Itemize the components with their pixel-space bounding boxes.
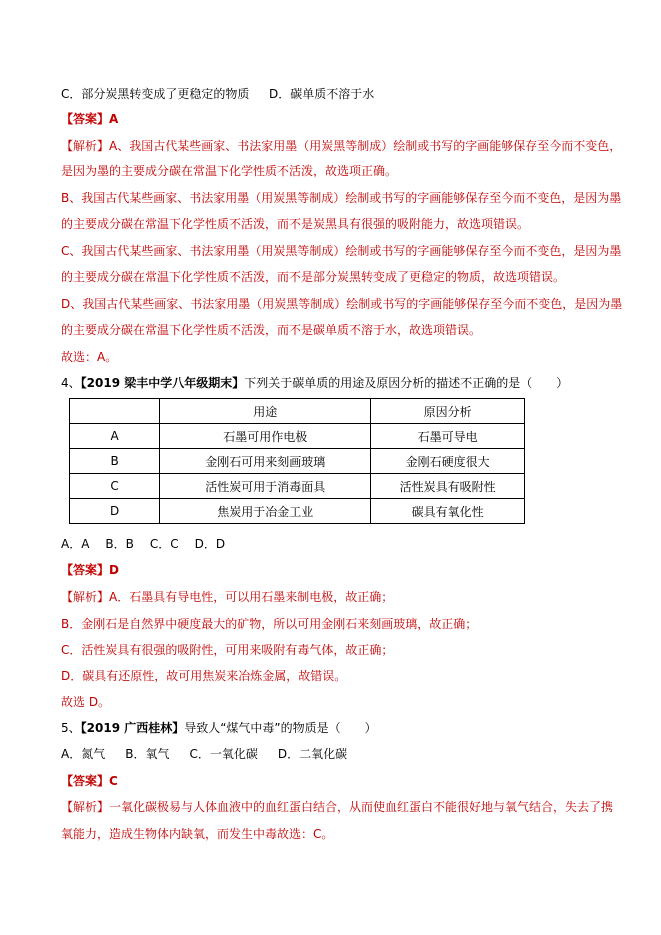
q4-number: 4、 [61,376,81,390]
table-cell: 石墨可导电 [371,424,525,449]
table-cell: 碳具有氧化性 [371,499,525,524]
table-cell: 金刚石可用来刻画玻璃 [160,449,371,474]
q4-option-a: A．A [61,537,90,551]
table-header-row [70,399,525,424]
table-row [70,474,525,499]
q3-analysis-line: D、我国古代某些画家、书法家用墨（用炭黑等制成）绘制或书写的字画能够保存至今而不变色，是因为墨 [61,297,623,311]
q5-stem: 导致人“煤气中毒”的物质是（ ） [184,721,377,735]
q3-answer: 【答案】A [61,112,119,126]
q5-option-a: A．氮气 [61,747,106,761]
q4-option-d: D．D [194,537,226,551]
q4-options [61,536,241,552]
table-row [70,499,525,524]
q3-conclusion: 故选：A。 [61,350,118,364]
table-header-cell: 用途 [160,399,371,424]
table-row [70,449,525,474]
q3-analysis-line: 【解析】A、我国古代某些画家、书法家用墨（用炭黑等制成）绘制或书写的字画能够保存至今而不变色， [61,139,622,153]
table-cell: D [70,499,160,524]
q3-analysis-line: 是因为墨的主要成分碳在常温下化学性质不活泼，故选项正确。 [61,164,398,178]
q5-stem-line [61,720,377,736]
q3-analysis-line: C、我国古代某些画家、书法家用墨（用炭黑等制成）绘制或书写的字画能够保存至今而不变色，是因为墨 [61,244,622,258]
table-row [70,424,525,449]
table-header-cell: 原因分析 [371,399,525,424]
q4-analysis-line: D．碳具有还原性，故可用焦炭来冶炼金属，故错误。 [61,669,347,683]
q5-option-d: D．二氧化碳 [277,747,348,761]
q3-option-c: C．部分炭黑转变成了更稳定的物质 [61,87,250,101]
table-cell: C [70,474,160,499]
q4-table [69,398,525,524]
q3-analysis-line: 的主要成分碳在常温下化学性质不活泼，而不是部分炭黑转变成了更稳定的物质，故选项错误。 [61,270,566,284]
q4-source: 【2019 梁丰中学八年级期末】 [80,376,245,390]
q4-stem-line [61,375,568,391]
q5-option-b: B．氧气 [125,747,170,761]
table-cell: B [70,449,160,474]
q5-options [61,746,367,762]
q4-option-b: B．B [105,537,134,551]
q5-analysis-line: 氧能力，造成生物体内缺氧，而发生中毒故选：C。 [61,827,334,841]
table-cell: A [70,424,160,449]
q4-stem: 下列关于碳单质的用途及原因分析的描述不正确的是（ ） [244,376,569,390]
table-cell: 焦炭用于冶金工业 [160,499,371,524]
q4-answer: 【答案】D [61,563,119,577]
q4-analysis-line: C．活性炭具有很强的吸附性，可用来吸附有毒气体，故正确； [61,643,394,657]
table-cell: 金刚石硬度很大 [371,449,525,474]
table-cell: 石墨可用作电极 [160,424,371,449]
q3-option-d: D．碳单质不溶于水 [269,87,375,101]
q3-options-line [61,86,374,102]
q5-answer: 【答案】C [61,774,118,788]
q4-option-c: C．C [149,537,179,551]
q5-option-c: C．一氧化碳 [189,747,258,761]
table-header-cell [70,399,160,424]
q4-analysis-line: 【解析】A．石墨具有导电性，可以用石墨来制电极，故正确； [61,590,394,604]
q5-source: 【2019 广西桂林】 [80,721,185,735]
q5-number: 5、 [61,721,81,735]
q4-conclusion: 故选 D。 [61,695,111,709]
q4-analysis-line: B．金刚石是自然界中硬度最大的矿物，所以可用金刚石来刻画玻璃，故正确； [61,617,478,631]
q5-analysis-line: 【解析】一氧化碳极易与人体血液中的血红蛋白结合，从而使血红蛋白不能很好地与氧气结合，失去了携 [61,800,614,814]
q3-analysis-line: 的主要成分碳在常温下化学性质不活泼，而不是炭黑具有很强的吸附能力，故选项错误。 [61,217,530,231]
table-cell: 活性炭可用于消毒面具 [160,474,371,499]
table-cell: 活性炭具有吸附性 [371,474,525,499]
q3-analysis-line: B、我国古代某些画家、书法家用墨（用炭黑等制成）绘制或书写的字画能够保存至今而不变色，是因为墨 [61,191,622,205]
q3-analysis-line: 的主要成分碳在常温下化学性质不活泼，而不是碳单质不溶于水，故选项错误。 [61,323,482,337]
